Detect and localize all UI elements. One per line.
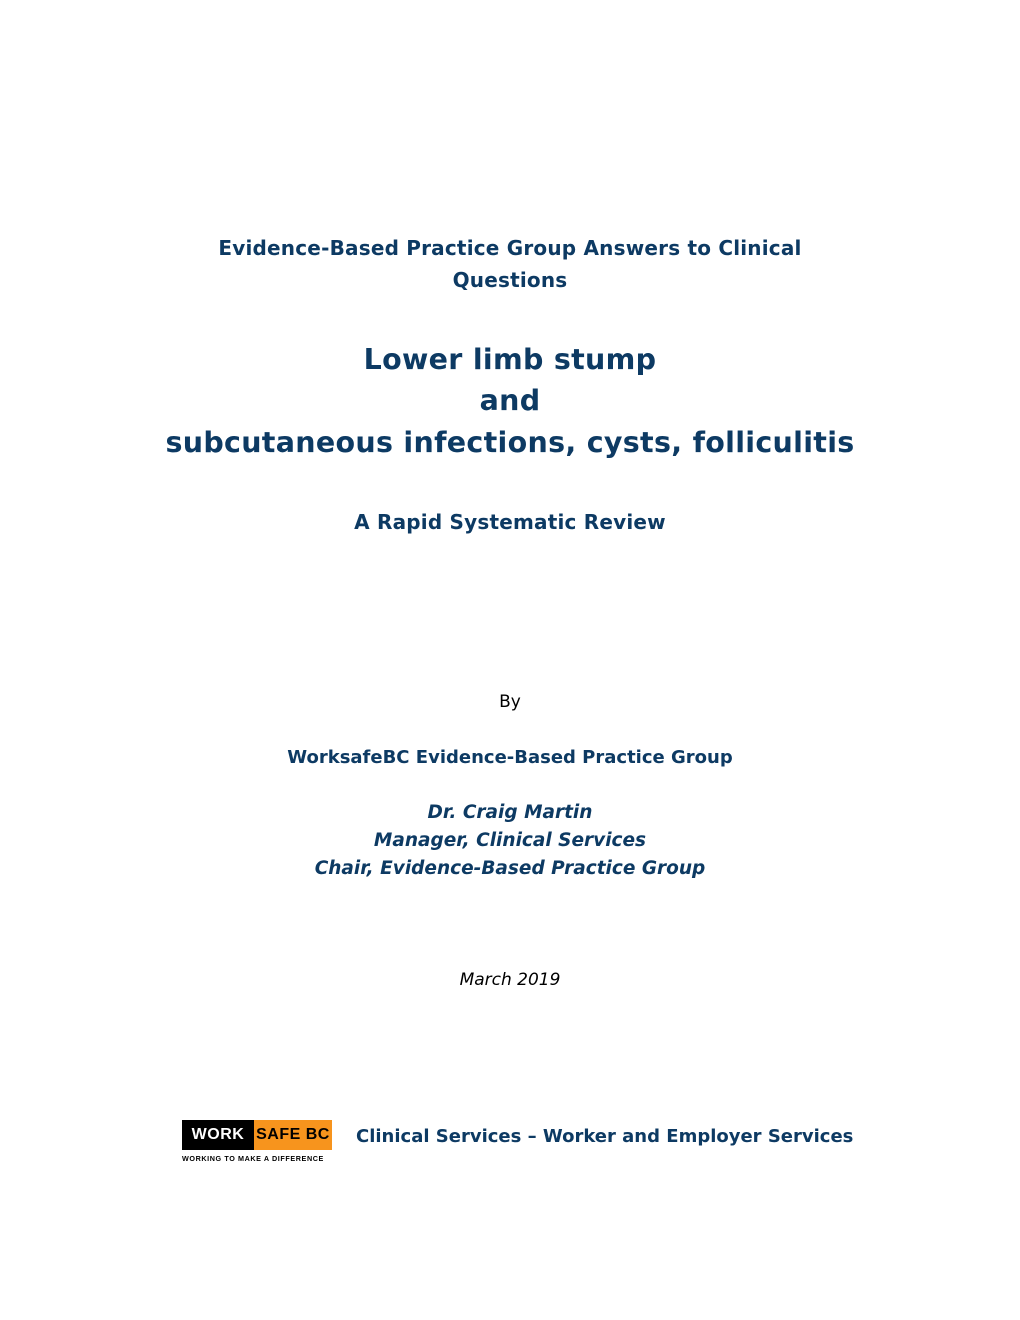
worksafebc-logo xyxy=(182,1120,334,1166)
header-line-2: Questions xyxy=(452,268,568,292)
title-line-3: subcutaneous infections, cysts, folliculitis xyxy=(165,426,855,459)
author-role-1: Manager, Clinical Services xyxy=(373,830,647,851)
logo-wordmark xyxy=(182,1120,332,1150)
logo-tagline: WORKING TO MAKE A DIFFERENCE xyxy=(182,1154,324,1163)
author-name: Dr. Craig Martin xyxy=(427,802,593,823)
by-label: By xyxy=(499,692,521,712)
subtitle: A Rapid Systematic Review xyxy=(354,510,666,534)
logo-safebc-block: SAFE BC xyxy=(254,1120,332,1150)
logo-work-block: WORK xyxy=(182,1120,254,1150)
header-line-1: Evidence-Based Practice Group Answers to Clinical xyxy=(218,236,802,260)
author-role-2: Chair, Evidence-Based Practice Group xyxy=(314,858,706,879)
group-name: WorksafeBC Evidence-Based Practice Group xyxy=(287,747,733,768)
footer-department: Clinical Services – Worker and Employer Services xyxy=(356,1126,854,1147)
publication-date: March 2019 xyxy=(459,970,561,990)
title-line-1: Lower limb stump xyxy=(363,343,657,376)
title-line-2: and xyxy=(479,384,541,417)
